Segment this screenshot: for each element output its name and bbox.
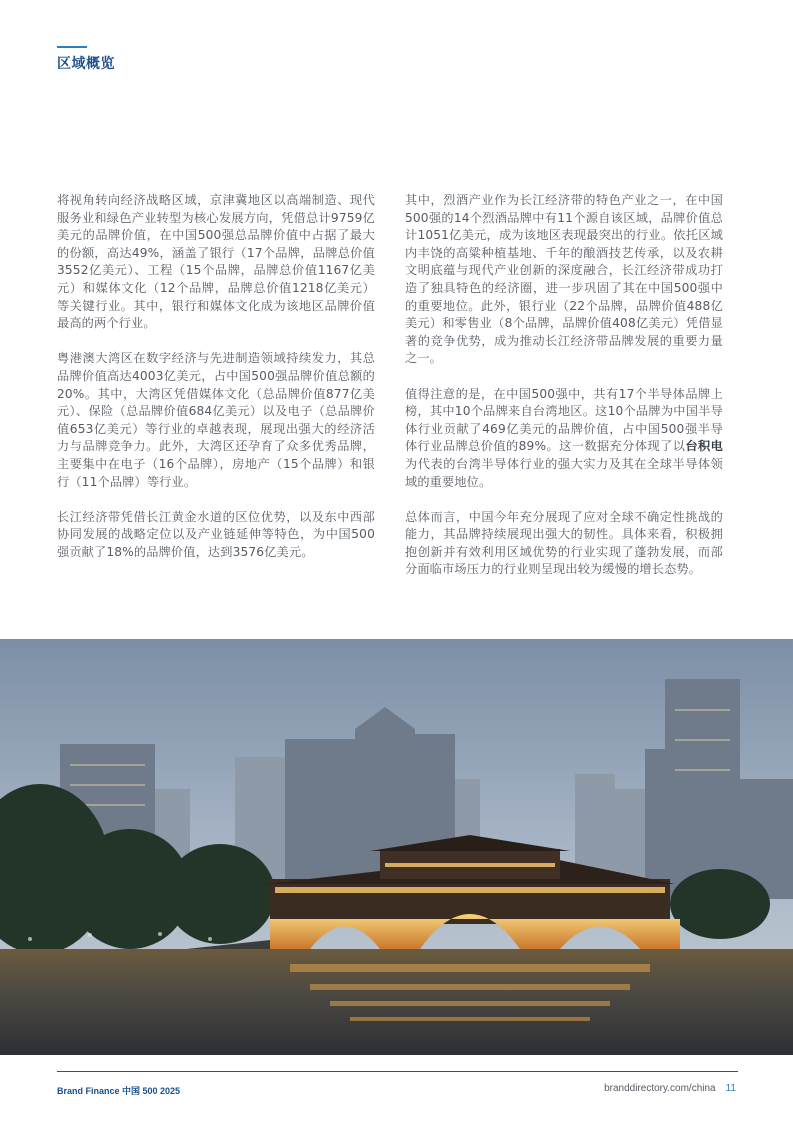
paragraph-conclusion: 总体而言，中国今年充分展现了应对全球不确定性挑战的能力，其品牌持续展现出强大的韧性。具体来看，积极拥抱创新并有效利用区域优势的行业实现了蓬勃发展，而部分面临市场压力的行业则呈现出较为缓慢的增长态势。: [405, 509, 723, 577]
section-accent-line: [57, 46, 87, 48]
paragraph-yangtze-economic-belt: 长江经济带凭借长江黄金水道的区位优势，以及东中西部协同发展的战略定位以及产业链延伸等特色，为中国500强贡献了18%的品牌价值，达到3576亿美元。: [57, 509, 375, 559]
paragraph-spirits-industry: 其中，烈酒产业作为长江经济带的特色产业之一，在中国500强的14个烈酒品牌中有11个源自该区域，品牌价值总计1051亿美元，成为该地区表现最突出的行业。依托区域内丰饶的高粱种植基地、千年的酿酒技艺传承，以及农耕文明底蕴与现代产业创新的深度融合，长江经济带成功打造了独具特色的经济圈，进一步巩固了其在中国500强中的重要地位。此外，银行业（22个品牌，品牌价值488亿美元）和零售业（8个品牌，品牌价值408亿美元）凭借显著的竞争优势，成为推动长江经济带品牌发展的重要力量之一。: [405, 193, 723, 366]
left-text-column: [57, 192, 375, 579]
semiconductor-text-end: 为代表的台湾半导体行业的强大实力及其在全球半导体领域的重要地位。: [405, 456, 723, 489]
paragraph-jingjinji: 将视角转向经济战略区域，京津冀地区以高端制造、现代服务业和绿色产业转型为核心发展方向，凭借总计9759亿美元的品牌价值，在中国500强总品牌价值中占据了最大的份额，高达49%，涵盖了银行（17个品牌，品牌总价值3552亿美元）、工程（15个品牌，品牌总价值1167亿美元）和媒体文化（12个品牌，品牌总价值1218亿美元）等关键行业。其中，银行和媒体文化成为该地区品牌价值最高的两个行业。: [57, 193, 375, 331]
right-text-column: [405, 192, 723, 597]
page-number: 11: [725, 1083, 736, 1094]
section-title: 区域概览: [57, 56, 115, 72]
footer-url-link[interactable]: branddirectory.com/china: [604, 1083, 716, 1094]
chengdu-anshun-bridge-photo: [0, 639, 793, 1055]
semiconductor-text-start: 值得注意的是，在中国500强中，共有17个半导体品牌上榜，其中10个品牌来自台湾地区。这10个品牌为中国半导体行业贡献了469亿美元的品牌价值，占中国500强半导体行业品牌总价值的89%。这一数据充分体现了以: [405, 386, 723, 454]
footer-divider: [57, 1071, 738, 1072]
footer-publication-title: Brand Finance 中国 500 2025: [57, 1086, 181, 1096]
paragraph-greater-bay-area: 粤港澳大湾区在数字经济与先进制造领域持续发力，其总品牌价值高达4003亿美元，占中国500强品牌价值总额的20%。其中，大湾区凭借媒体文化（总品牌价值877亿美元）、保险（总品牌价值684亿美元）以及电子（总品牌价值653亿美元）等行业的卓越表现，展现出强大的经济活力与品牌竞争力。此外，大湾区还孕育了众多优秀品牌，主要集中在电子（16个品牌），房地产（15个品牌）和银行（11个品牌）等行业。: [57, 351, 375, 489]
tsmc-highlight: 台积电: [685, 439, 724, 454]
paragraph-semiconductor: [405, 386, 723, 492]
footer-right: [604, 1083, 736, 1094]
